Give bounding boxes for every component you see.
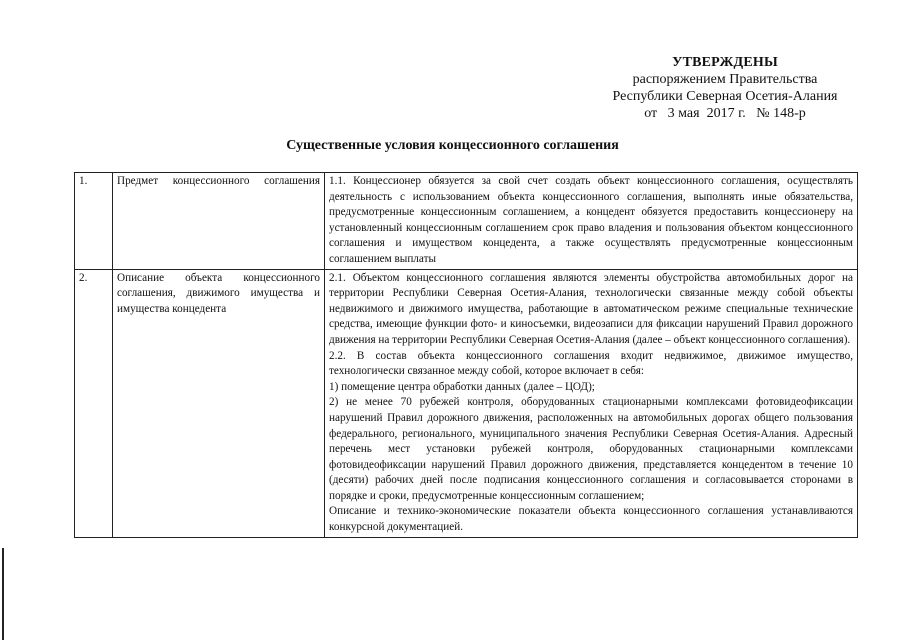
row-subject: Описание объекта концессионного соглашения, движимого имущества и имущества концедента	[113, 269, 325, 537]
approval-heading: УТВЕРЖДЕНЫ	[672, 55, 778, 70]
table-row	[75, 173, 858, 270]
approval-date-number: от 3 мая 2017 г. № 148-р	[644, 106, 806, 121]
row-subject: Предмет концессионного соглашения	[113, 173, 325, 270]
row-number: 1.	[75, 173, 113, 270]
row-number: 2.	[75, 269, 113, 537]
approval-block	[560, 54, 890, 122]
paragraph: Описание и технико-экономические показатели объекта концессионного соглашения устанавливаются конкурсной документацией.	[329, 505, 853, 534]
row-content	[325, 173, 858, 270]
table-row	[75, 269, 858, 537]
paragraph: 1) помещение центра обработки данных (далее – ЦОД);	[329, 380, 595, 393]
conditions-table	[74, 172, 858, 538]
paragraph: 1.1. Концессионер обязуется за свой счет создать объект концессионного соглашения, осуществлять деятельность с использованием объекта концессионного соглашения, выполнять иные обязательства, предусмотренные концессионным соглашением, а концедент обязуется предоставить концессионеру на установленный концессионным соглашением срок право владения и пользования объектом концессионного соглашения и имуществом концедента, а также осуществлять предусмотренные концессионным соглашением выплаты	[329, 175, 853, 265]
approval-authority: распоряжением Правительства	[632, 72, 818, 87]
paragraph: 2.1. Объектом концессионного соглашения являются элементы обустройства автомобильных дорог на территории Республики Северная Осетия-Алания, технологически связанные между собой объекты недвижимого и движимого имущества, работающие в автоматическом режиме специальные технические средства, имеющие функции фото- и киносъемки, видеозаписи для фиксации нарушений Правил дорожного движения на территории Республики Северная Осетия-Алания (далее – объект концессионного соглашения).	[329, 271, 853, 346]
paragraph: 2.2. В состав объекта концессионного соглашения входит недвижимое, движимое имущество, технологически связанное между собой, которое включает в себя:	[329, 349, 853, 378]
paragraph: 2) не менее 70 рубежей контроля, оборудованных стационарными комплексами фотовидеофиксации нарушений Правил дорожного движения, расположенных на автомобильных дорогах общего пользования федерального, регионального, муниципального значения Республики Северная Осетия-Алания. Адресный перечень мест установки рубежей контроля, оборудованных стационарными комплексами фотовидеофиксации нарушений Правил дорожного движения, представляется концедентом в течение 10 (десяти) рабочих дней после подписания концессионного соглашения и согласовывается сторонами в порядке и сроки, предусмотренные концессионным соглашением;	[329, 396, 853, 502]
scan-edge-line	[2, 548, 4, 640]
document-title: Существенные условия концессионного соглашения	[286, 138, 619, 153]
row-content	[325, 269, 858, 537]
approval-republic: Республики Северная Осетия-Алания	[612, 89, 838, 104]
